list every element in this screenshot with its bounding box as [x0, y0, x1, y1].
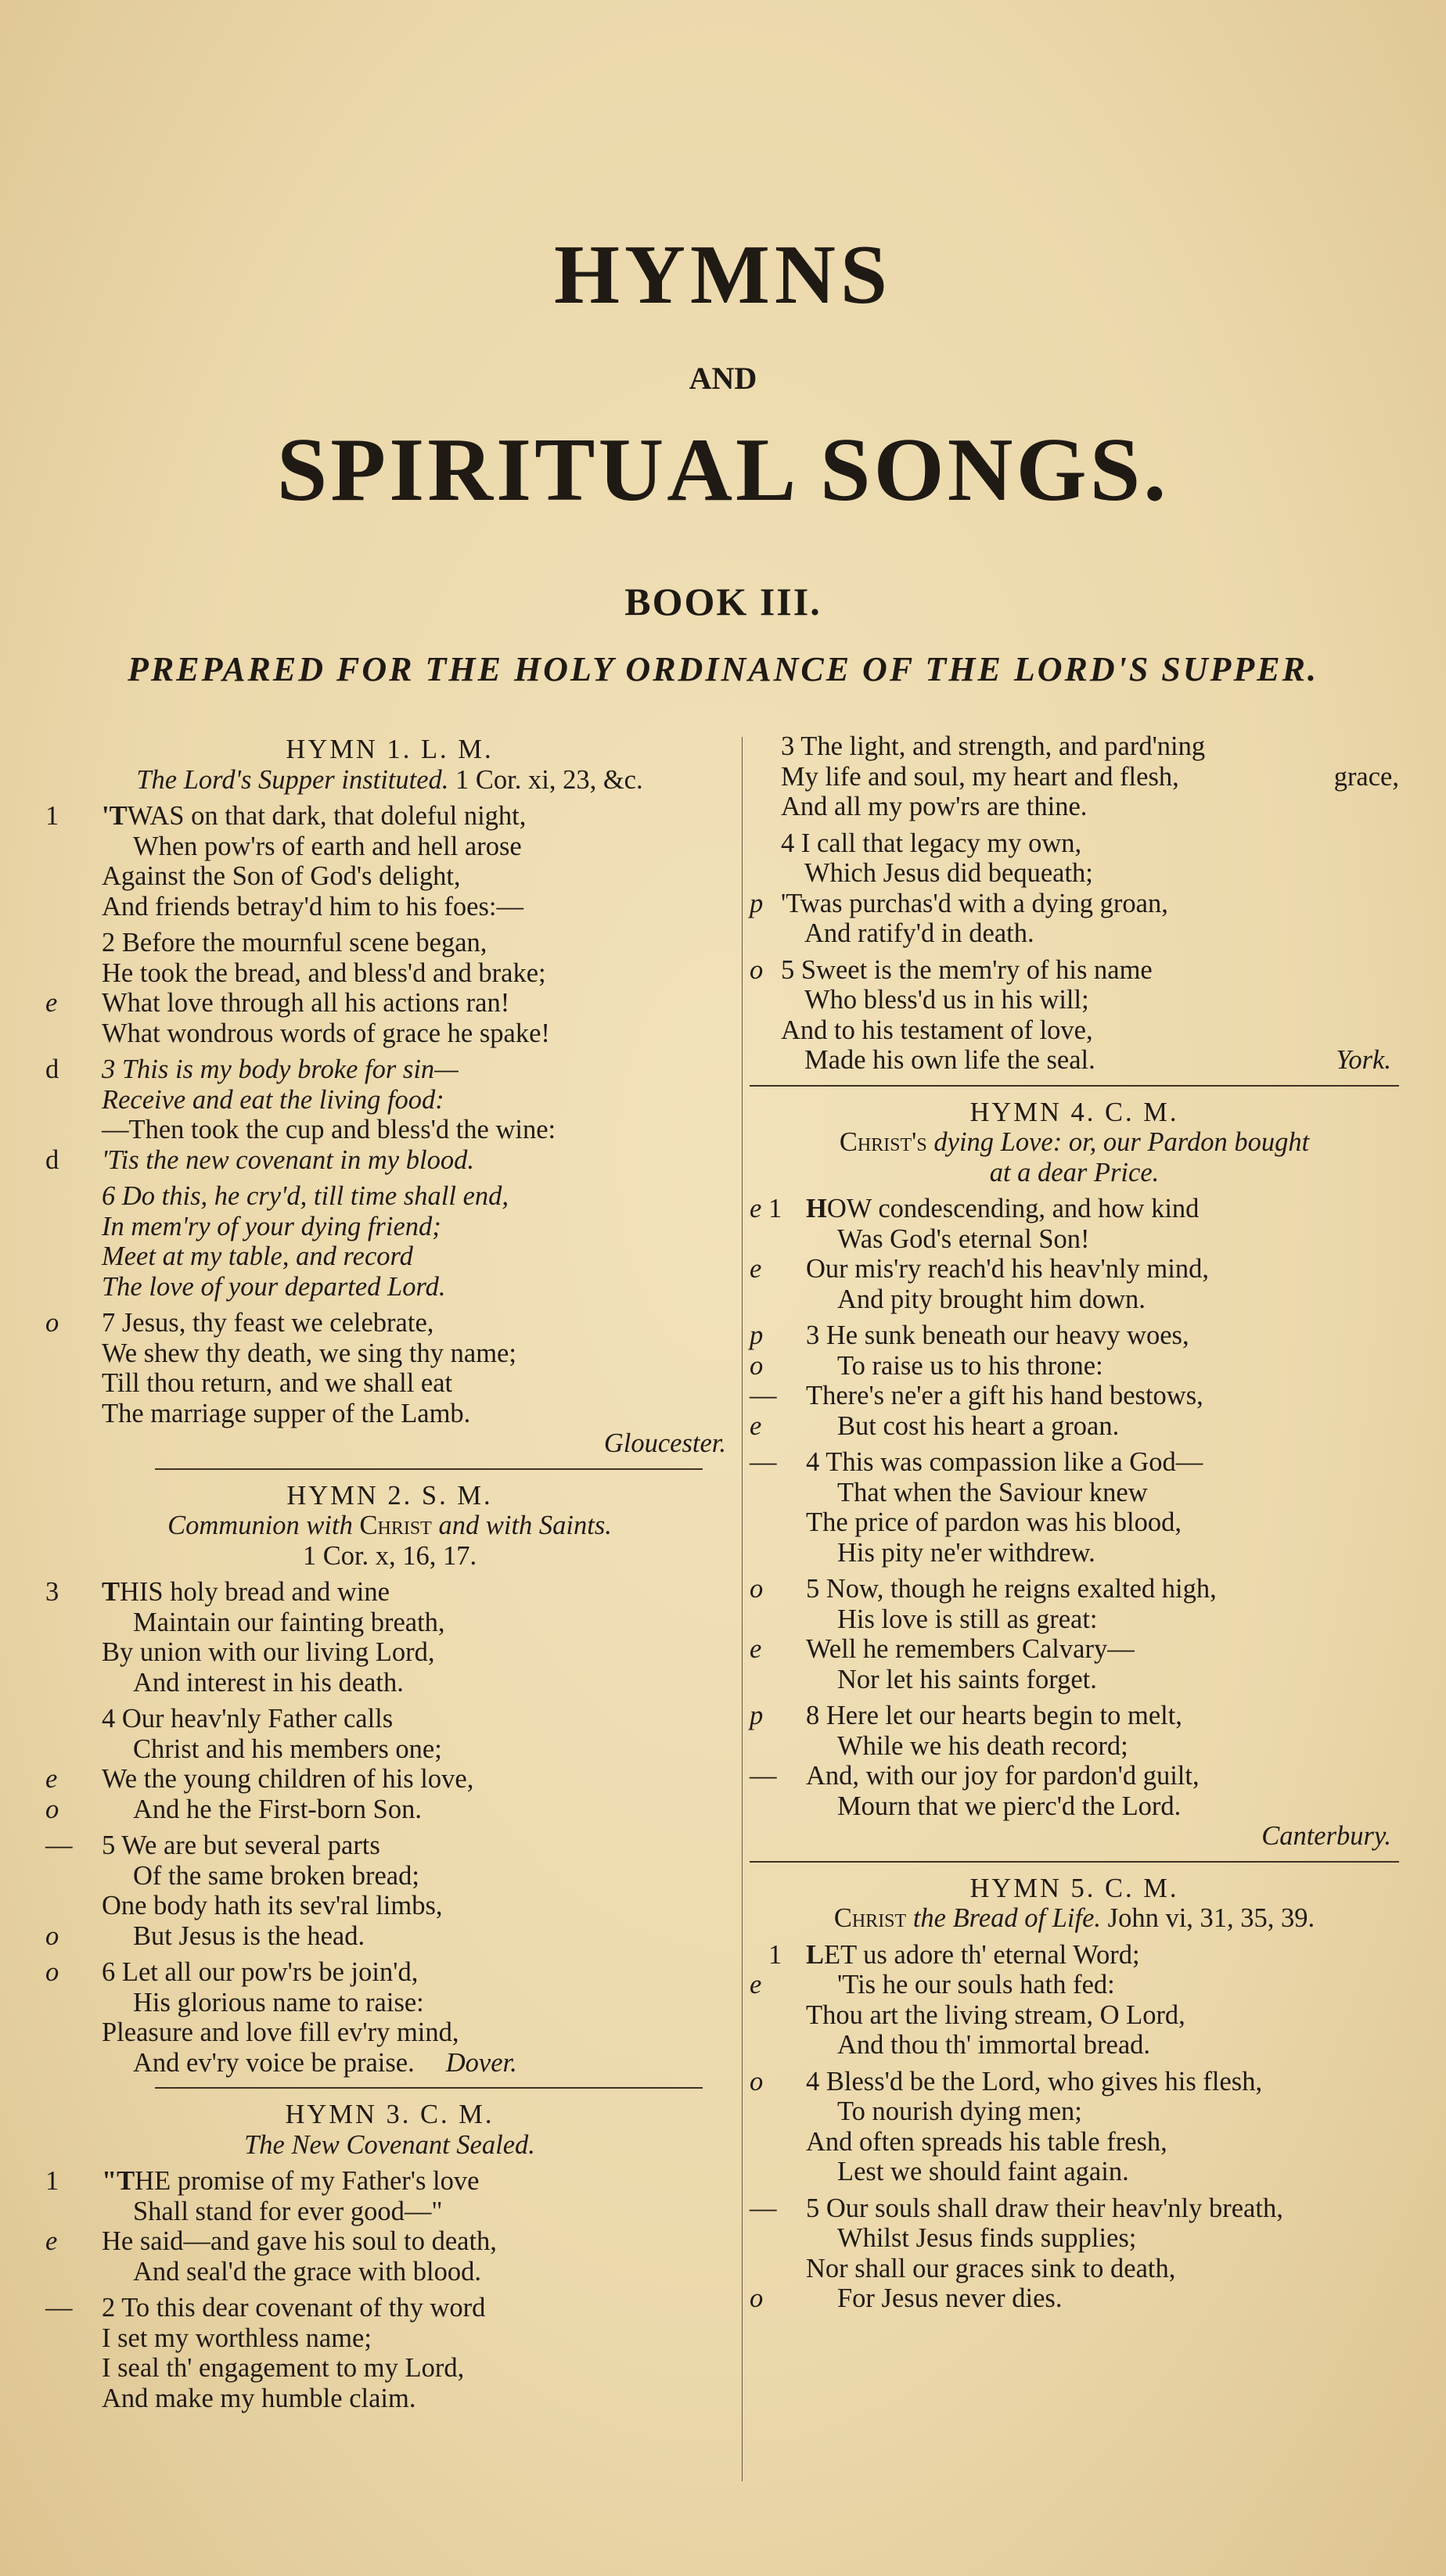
subtitle-text: The Lord's Supper instituted.	[136, 764, 449, 795]
line-text: 5 We are but several parts	[102, 1831, 380, 1860]
dynamic-mark: e	[750, 1634, 762, 1664]
title-hymns: HYMNS	[554, 228, 892, 322]
hymn-subtitle: The New Covenant Sealed.	[244, 2129, 535, 2160]
line-text: 3 This is my body broke for sin—	[102, 1054, 459, 1084]
line-text: And, with our joy for pardon'd guilt,	[806, 1761, 1200, 1791]
verse-line	[45, 988, 734, 1019]
verse-line: Pleasure and love fill ev'ry mind,	[102, 2017, 459, 2047]
scripture-ref: 1 Cor. x, 16, 17.	[302, 1540, 477, 1571]
subtitle-text: the Bread of Life.	[912, 1903, 1102, 1933]
dynamic-mark: p	[750, 1320, 764, 1350]
verse-line	[750, 1701, 1399, 1731]
dynamic-mark: —	[750, 1447, 777, 1477]
right-column	[750, 731, 1399, 2314]
stanza-number: 1	[45, 2166, 59, 2196]
stanza	[750, 1447, 1399, 1568]
verse-line	[45, 1054, 734, 1085]
hymn-title: HYMN 1. L. M.	[286, 735, 494, 764]
hymn-title: HYMN 4. C. M.	[969, 1097, 1179, 1127]
line-text: But cost his heart a groan.	[837, 1410, 1120, 1441]
verse-line: 4 I call that legacy my own,	[781, 828, 1082, 858]
stanza	[750, 828, 1399, 949]
line-text: 5 Our souls shall draw their heav'nly breath,	[806, 2193, 1283, 2223]
dynamic-mark: e	[750, 1410, 762, 1441]
line-text: 2 To this dear covenant of thy word	[102, 2293, 486, 2323]
verse-line	[45, 2293, 734, 2323]
verse-line: 2 Before the mournful scene began,	[102, 928, 487, 957]
verse-line: Against the Son of God's delight,	[102, 861, 461, 891]
dynamic-mark: o	[45, 1957, 59, 1987]
hymn-1	[45, 735, 734, 1459]
dynamic-mark: o	[750, 1574, 764, 1604]
verse-line: Nor shall our graces sink to death,	[806, 2253, 1176, 2283]
stanza-number: 3	[45, 1577, 59, 1607]
line-text: WAS on that dark, that doleful night,	[127, 801, 527, 831]
verse-line	[45, 1308, 734, 1338]
drop-cap: 'T	[102, 801, 128, 831]
stanza	[750, 2193, 1399, 2314]
verse-line	[45, 1577, 734, 1608]
verse-line: To nourish dying men;	[837, 2096, 1082, 2126]
left-column	[45, 731, 734, 2413]
dynamic-mark: o	[45, 1920, 59, 1951]
dynamic-mark: e	[45, 988, 58, 1018]
verse-line: And ratify'd in death.	[804, 918, 1034, 948]
section-rule	[155, 2087, 703, 2089]
verse-line	[750, 955, 1399, 986]
stanza	[45, 1704, 734, 1824]
stanza	[45, 1054, 734, 1175]
verse-line: When pow'rs of earth and hell arose	[133, 831, 522, 861]
section-rule	[155, 1468, 703, 1470]
stanza	[750, 1701, 1399, 1821]
verse-line: Till thou return, and we shall eat	[102, 1368, 453, 1398]
stanza	[45, 1577, 734, 1698]
line-text: And ev'ry voice be praise.	[133, 2047, 415, 2078]
verse-line	[750, 1574, 1399, 1604]
line-text: 8 Here let our hearts begin to melt,	[806, 1701, 1182, 1730]
dynamic-mark: —	[45, 1831, 73, 1860]
dynamic-mark: o	[750, 954, 764, 985]
verse-line	[45, 1831, 734, 1861]
subtitle-christ: Christ's	[839, 1127, 927, 1157]
tune-name: York.	[1336, 1045, 1391, 1075]
dynamic-mark: e	[750, 1254, 762, 1284]
title-and: AND	[689, 361, 757, 396]
line-text: 6 Let all our pow'rs be join'd,	[102, 1957, 419, 1987]
line-text: But Jesus is the head.	[133, 1920, 365, 1951]
verse-line	[750, 1320, 1399, 1351]
hymn-subtitle-cont: at a dear Price.	[989, 1157, 1160, 1187]
dynamic-mark: e	[750, 1970, 762, 1999]
tune-name: Canterbury.	[1261, 1821, 1391, 1851]
line-text: 'Tis he our souls hath fed:	[837, 1970, 1115, 1999]
verse-line: His pity ne'er withdrew.	[837, 1537, 1095, 1568]
tune-name: Gloucester.	[603, 1428, 726, 1458]
hymn-title: HYMN 5. C. M.	[969, 1873, 1179, 1903]
verse-line: 6 Do this, he cry'd, till time shall end,	[102, 1181, 509, 1211]
hymn-3	[45, 2100, 734, 2413]
verse-line: What wondrous words of grace he spake!	[102, 1018, 550, 1048]
verse-line	[45, 2048, 734, 2078]
verse-line	[750, 762, 1399, 792]
line-text: We the young children of his love,	[102, 1764, 474, 1794]
prepared-heading: PREPARED FOR THE HOLY ORDINANCE OF THE LORD'S SUPPER.	[128, 650, 1318, 688]
verse-line	[45, 1921, 734, 1952]
hymn-subtitle	[45, 765, 734, 796]
verse-line: Nor let his saints forget.	[837, 1664, 1097, 1694]
verse-line: Shall stand for ever good—"	[133, 2196, 443, 2226]
verse-line: We shew thy death, we sing thy name;	[102, 1338, 516, 1368]
verse-line	[750, 1045, 1399, 1076]
line-text: To raise us to his throne:	[837, 1350, 1103, 1381]
line-text: 4 Bless'd be the Lord, who gives his flesh,	[806, 2066, 1263, 2096]
verse-line: And pity brought him down.	[837, 1284, 1146, 1314]
stanza	[750, 2067, 1399, 2187]
verse-line	[750, 1761, 1399, 1791]
verse-line	[750, 1447, 1399, 1478]
verse-line: 4 Our heav'nly Father calls	[102, 1704, 394, 1734]
verse-line	[45, 2226, 734, 2257]
dynamic-mark: o	[750, 2066, 764, 2096]
subtitle-text: and with Saints.	[438, 1511, 612, 1540]
line-text: Well he remembers Calvary—	[806, 1634, 1135, 1664]
line-text: There's ne'er a gift his hand bestows,	[806, 1381, 1203, 1410]
scripture-ref: John vi, 31, 35, 39.	[1107, 1903, 1315, 1933]
verse-line	[45, 2166, 734, 2197]
verse-line: The price of pardon was his blood,	[806, 1507, 1182, 1537]
section-rule	[750, 1861, 1399, 1863]
stanza	[750, 1940, 1399, 2060]
verse-line	[45, 1795, 734, 1825]
dynamic-mark: —	[750, 1381, 777, 1410]
verse-line: Mourn that we pierc'd the Lord.	[837, 1791, 1182, 1821]
mark-letter: e	[750, 1194, 762, 1223]
dynamic-mark: —	[750, 2193, 777, 2223]
dynamic-mark: d	[45, 1144, 59, 1175]
verse-line	[45, 801, 734, 832]
verse-line	[750, 1194, 1399, 1224]
dynamic-mark: p	[750, 888, 764, 918]
verse-line: By union with our living Lord,	[102, 1637, 435, 1667]
dynamic-mark: o	[45, 1794, 59, 1824]
verse-line: He took the bread, and bless'd and brake;	[102, 957, 546, 988]
verse-line: And often spreads his table fresh,	[806, 2126, 1167, 2157]
subtitle-text: dying Love: or, our Pardon bought	[933, 1127, 1310, 1157]
line-text: 4 This was compassion like a God—	[806, 1447, 1203, 1477]
hymn-5	[750, 1874, 1399, 2314]
hymn-2	[45, 1481, 734, 2078]
verse-line: And all my pow'rs are thine.	[781, 792, 1088, 821]
verse-line	[45, 1764, 734, 1795]
stanza	[750, 955, 1399, 1076]
verse-line: That when the Saviour knew	[837, 1477, 1148, 1507]
section-rule	[750, 1085, 1399, 1087]
verse-line: And thou th' immortal bread.	[837, 2030, 1151, 2060]
drop-cap: T	[102, 1577, 120, 1607]
dynamic-mark: —	[750, 1761, 777, 1791]
verse-line: Lest we should faint again.	[837, 2157, 1129, 2186]
verse-line: One body hath its sev'ral limbs,	[102, 1891, 443, 1920]
verse-line: I seal th' engagement to my Lord,	[102, 2353, 465, 2383]
verse-line	[750, 1381, 1399, 1411]
stanza	[45, 2293, 734, 2413]
verse-line: Which Jesus did bequeath;	[804, 858, 1093, 888]
verse-line: Meet at my table, and record	[102, 1241, 413, 1271]
verse-line: Christ and his members one;	[133, 1734, 442, 1764]
stanza	[45, 1957, 734, 2078]
verse-line: Who bless'd us in his will;	[804, 985, 1089, 1015]
dynamic-mark: o	[45, 1308, 59, 1338]
line-text: What love through all his actions ran!	[102, 988, 510, 1018]
dynamic-mark	[750, 1194, 800, 1224]
line-text: 3 The light, and strength, and pard'ning	[781, 731, 1206, 761]
line-text: 5 Sweet is the mem'ry of his name	[781, 954, 1153, 985]
book-heading: BOOK III.	[624, 580, 822, 623]
hymn-title: HYMN 3. C. M.	[285, 2100, 495, 2129]
verse-line: Thou art the living stream, O Lord,	[806, 1999, 1185, 2030]
drop-cap: H	[806, 1194, 827, 1223]
line-text: 5 Now, though he reigns exalted high,	[806, 1574, 1217, 1604]
verse-line	[750, 1411, 1399, 1442]
line-text: And he the First-born Son.	[133, 1794, 422, 1824]
verse-line: The love of your departed Lord.	[102, 1271, 446, 1302]
line-text: Made his own life the seal.	[804, 1045, 1095, 1075]
hymn-4	[750, 1098, 1399, 1852]
verse-line: His love is still as great:	[837, 1604, 1098, 1634]
verse-line	[750, 1351, 1399, 1381]
stanza	[45, 1831, 734, 1951]
stanza	[750, 1320, 1399, 1441]
verse-line	[750, 2193, 1399, 2224]
line-text: OW condescending, and how kind	[826, 1194, 1200, 1223]
dynamic-mark: o	[750, 1350, 764, 1381]
verse-line	[45, 1957, 734, 1988]
hymn-subtitle	[45, 1511, 734, 1541]
verse-line: —Then took the cup and bless'd the wine:	[102, 1115, 556, 1144]
dynamic-mark: —	[45, 2293, 73, 2323]
hymn-subtitle	[750, 1903, 1399, 1934]
dynamic-mark: p	[750, 1701, 764, 1730]
stanza	[45, 1181, 734, 1302]
verse-line: In mem'ry of your dying friend;	[102, 1211, 441, 1241]
stanza	[45, 801, 734, 922]
line-text: 'Tis the new covenant in my blood.	[102, 1144, 474, 1175]
stanza	[45, 2166, 734, 2287]
verse-line	[750, 1634, 1399, 1665]
verse-line	[45, 1145, 734, 1176]
stanza	[750, 1194, 1399, 1314]
overflow-word: grace,	[1333, 761, 1399, 792]
hymn-title: HYMN 2. S. M.	[286, 1480, 493, 1511]
line-text: 3 He sunk beneath our heavy woes,	[806, 1320, 1189, 1350]
stanza	[45, 1308, 734, 1428]
stanza	[45, 928, 734, 1048]
verse-line: Maintain our fainting breath,	[133, 1607, 445, 1637]
verse-line: Of the same broken bread;	[133, 1860, 419, 1891]
verse-line: And seal'd the grace with blood.	[133, 2256, 482, 2287]
drop-cap: L	[806, 1939, 825, 1970]
verse-line: I set my worthless name;	[102, 2323, 372, 2353]
line-text: 'Twas purchas'd with a dying groan,	[781, 888, 1168, 918]
verse-line: And interest in his death.	[133, 1667, 404, 1698]
verse-line: Was God's eternal Son!	[837, 1223, 1090, 1254]
subtitle-text: Communion with	[167, 1511, 353, 1540]
hymn-3-continued	[750, 731, 1399, 1076]
verse-line: Whilst Jesus finds supplies;	[837, 2223, 1137, 2253]
verse-line	[750, 731, 1399, 762]
stanza-number: 1	[768, 1939, 782, 1970]
verse-line: And make my humble claim.	[102, 2383, 416, 2413]
verse-line	[750, 1940, 1399, 1971]
dynamic-mark: o	[750, 2283, 764, 2313]
subtitle-christ: Christ	[359, 1511, 432, 1540]
verse-line	[750, 1970, 1399, 2000]
tune-name: Dover.	[445, 2047, 517, 2078]
line-text: HE promise of my Father's love	[135, 2166, 480, 2196]
line-text: ET us adore th' eternal Word;	[824, 1939, 1140, 1970]
verse-line: His glorious name to raise:	[133, 1987, 424, 2017]
verse-line	[750, 1254, 1399, 1284]
hymn-subtitle	[750, 1127, 1399, 1158]
line-text: HIS holy bread and wine	[120, 1577, 390, 1607]
dynamic-mark: e	[45, 1764, 58, 1794]
stanza-number: 1	[768, 1194, 782, 1223]
verse-line: And friends betray'd him to his foes:—	[102, 891, 523, 922]
verse-line	[750, 2067, 1399, 2097]
title-spiritual-songs: SPIRITUAL SONGS.	[276, 420, 1170, 520]
line-text: Our mis'ry reach'd his heav'nly mind,	[806, 1254, 1209, 1284]
verse-line: While we his death record;	[837, 1730, 1128, 1761]
line-text: For Jesus never dies.	[837, 2283, 1063, 2313]
subtitle-christ: Christ	[833, 1903, 907, 1933]
verse-line: The marriage supper of the Lamb.	[102, 1398, 471, 1428]
verse-line: And to his testament of love,	[781, 1015, 1093, 1045]
scripture-ref: 1 Cor. xi, 23, &c.	[455, 764, 643, 795]
line-text: My life and soul, my heart and flesh,	[781, 761, 1179, 792]
verse-line	[750, 2283, 1399, 2314]
verse-line: Receive and eat the living food:	[102, 1084, 444, 1115]
column-divider	[742, 737, 743, 2481]
stanza-number: 1	[45, 801, 59, 831]
dynamic-mark: d	[45, 1054, 59, 1084]
line-text: He said—and gave his soul to death,	[102, 2226, 497, 2256]
dynamic-mark: e	[45, 2226, 58, 2256]
drop-cap: "T	[102, 2166, 135, 2196]
verse-line	[750, 889, 1399, 919]
stanza	[750, 731, 1399, 822]
stanza	[750, 1574, 1399, 1694]
line-text: 7 Jesus, thy feast we celebrate,	[102, 1308, 434, 1338]
